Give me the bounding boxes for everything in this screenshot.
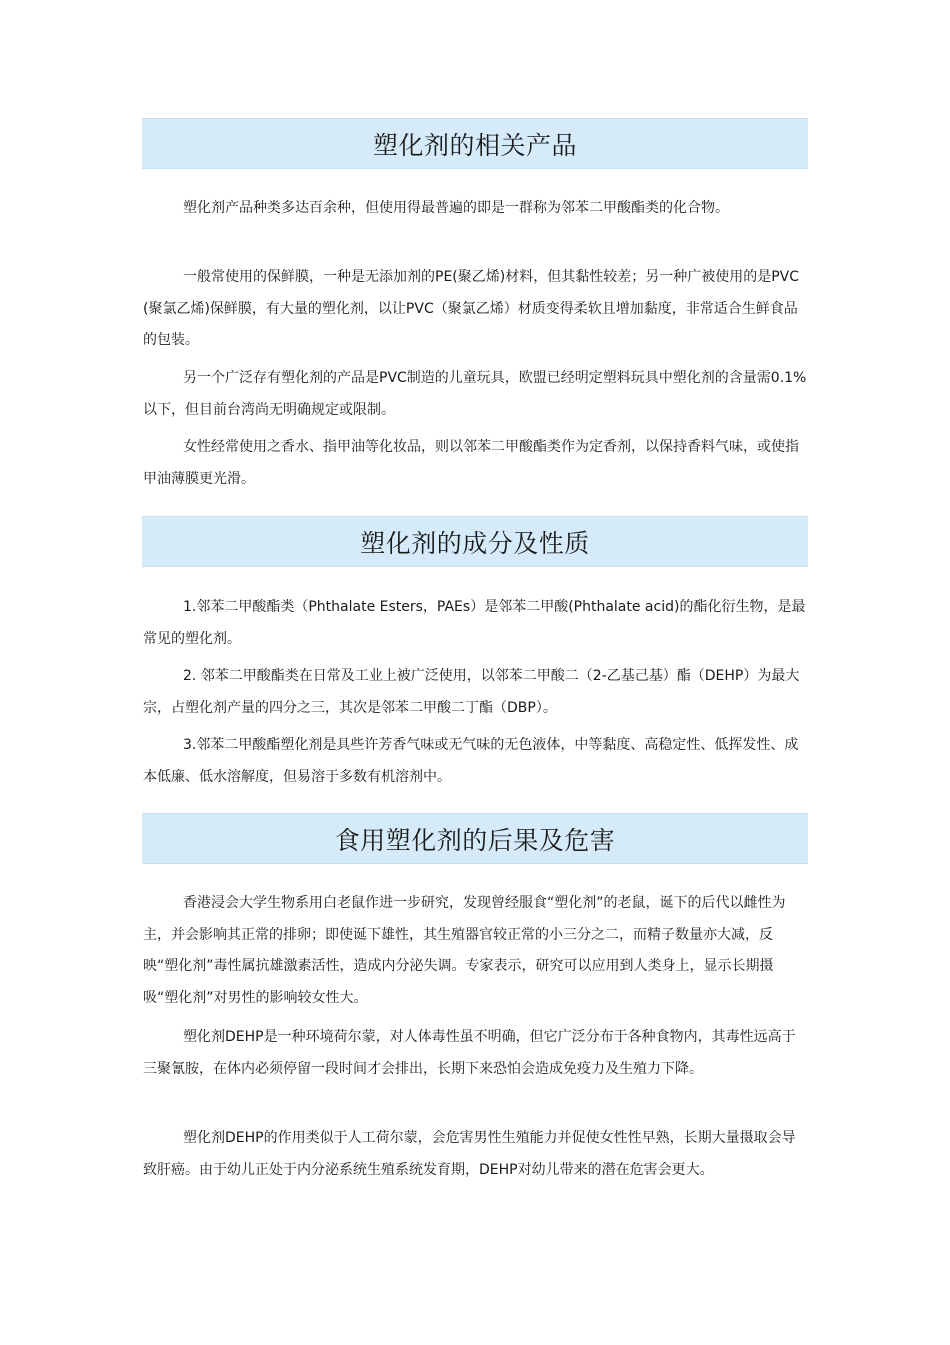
section-title-composition-properties: 塑化剂的成分及性质: [142, 516, 808, 567]
paragraph: 香港浸会大学生物系用白老鼠作进一步研究，发现曾经服食“塑化剂”的老鼠，诞下的后代以雌性为主，并会影响其正常的排卵；即使诞下雄性，其生殖器官较正常的小三分之二，而精子数量亦大减，反映“塑化剂”毒性属抗雄激素活性，造成内分泌失调。专家表示，研究可以应用到人类身上，显示长期摄吸“塑化剂”对男性的影响较女性大。: [143, 895, 786, 1006]
paragraph: 另一个广泛存有塑化剂的产品是PVC制造的儿童玩具，欧盟已经明定塑料玩具中塑化剂的含量需0.1%以下，但目前台湾尚无明确规定或限制。: [143, 370, 807, 418]
paragraph: 女性经常使用之香水、指甲油等化妆品，则以邻苯二甲酸酯类作为定香剂，以保持香料气味，或使指甲油薄膜更光滑。: [143, 439, 799, 487]
paragraph: 塑化剂产品种类多达百余种，但使用得最普遍的即是一群称为邻苯二甲酸酯类的化合物。: [183, 200, 729, 216]
section-title-related-products: 塑化剂的相关产品: [142, 118, 808, 169]
paragraph: 塑化剂DEHP的作用类似于人工荷尔蒙，会危害男性生殖能力并促使女性性早熟，长期大量摄取会导致肝癌。由于幼儿正处于内分泌系统生殖系统发育期，DEHP对幼儿带来的潜在危害会更大。: [143, 1130, 796, 1178]
paragraph: 1.邻苯二甲酸酯类（Phthalate Esters，PAEs）是邻苯二甲酸(Phthalate acid)的酯化衍生物，是最常见的塑化剂。: [143, 599, 806, 647]
section-title-consequences-hazards: 食用塑化剂的后果及危害: [142, 813, 808, 864]
paragraph: 一般常使用的保鲜膜，一种是无添加剂的PE(聚乙烯)材料，但其黏性较差；另一种广被使用的是PVC(聚氯乙烯)保鲜膜，有大量的塑化剂，以让PVC（聚氯乙烯）材质变得柔软且增加黏度，非常适合生鲜食品的包装。: [143, 269, 800, 348]
paragraph: 2. 邻苯二甲酸酯类在日常及工业上被广泛使用，以邻苯二甲酸二（2-乙基己基）酯（DEHP）为最大宗，占塑化剂产量的四分之三，其次是邻苯二甲酸二丁酯（DBP）。: [143, 668, 800, 716]
paragraph: 3.邻苯二甲酸酯塑化剂是具些许芳香气味或无气味的无色液体，中等黏度、高稳定性、低挥发性、成本低廉、低水溶解度，但易溶于多数有机溶剂中。: [143, 737, 799, 785]
paragraph: 塑化剂DEHP是一种环境荷尔蒙，对人体毒性虽不明确，但它广泛分布于各种食物内，其毒性远高于三聚氰胺，在体内必须停留一段时间才会排出，长期下来恐怕会造成免疫力及生殖力下降。: [143, 1029, 796, 1077]
